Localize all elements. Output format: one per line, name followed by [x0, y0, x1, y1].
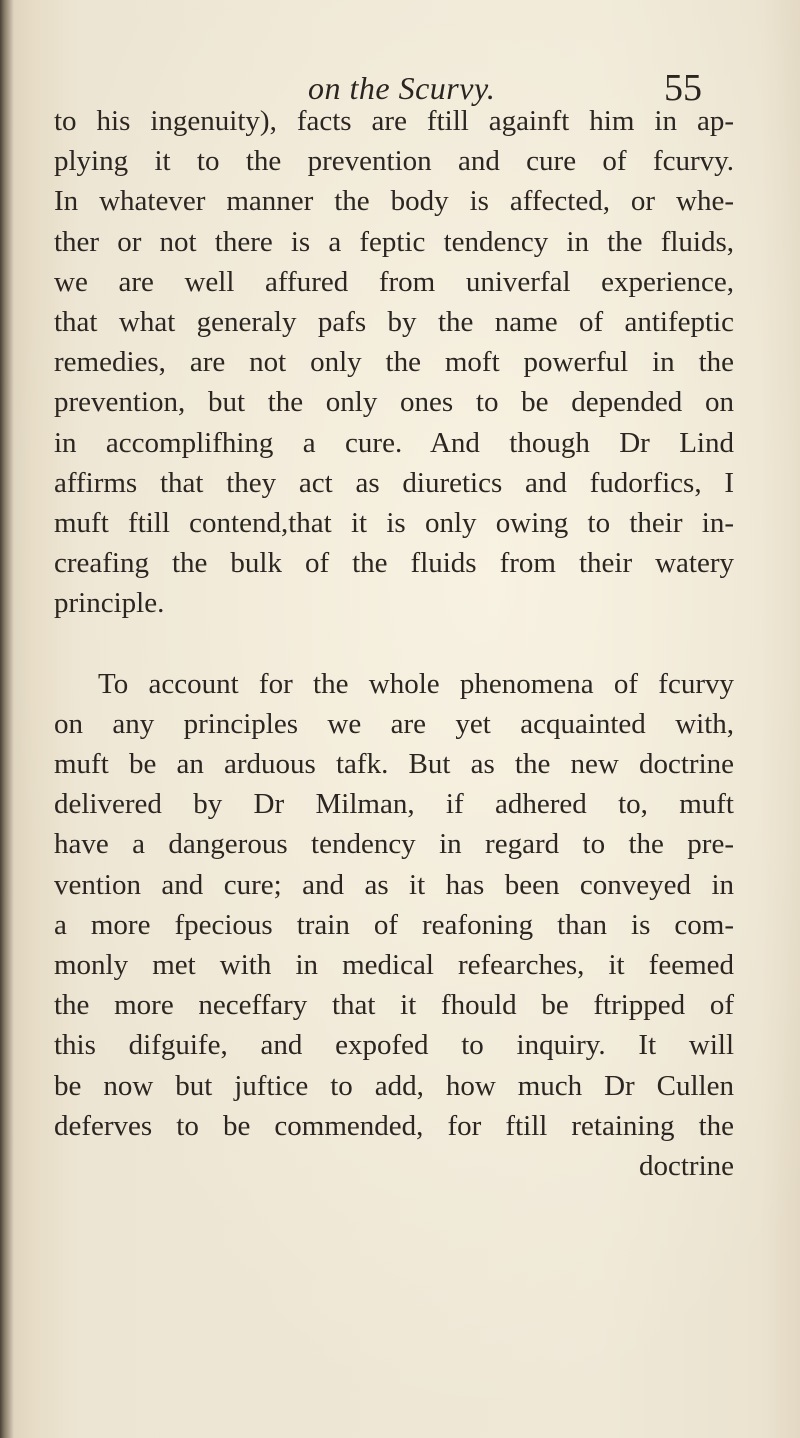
text-line: in accomplifhing a cure. And though Dr Lind: [54, 426, 734, 459]
text-line: In whatever manner the body is affected, or whe-: [54, 185, 734, 218]
text-line: a more fpecious train of reafoning than is com-: [54, 908, 734, 941]
text-line: that what generaly pafs by the name of antifeptic: [54, 305, 734, 338]
text-line: the more neceffary that it fhould be ftripped of: [54, 989, 734, 1022]
text-line: we are well affured from univerfal experience,: [54, 265, 734, 298]
text-line: monly met with in medical refearches, it feemed: [54, 948, 734, 981]
text-line: vention and cure; and as it has been conveyed in: [54, 868, 734, 901]
binding-gutter-shadow: [0, 0, 14, 1438]
text-line: muft ftill contend,that it is only owing to their in-: [54, 506, 734, 539]
text-line: on any principles we are yet acquainted with,: [54, 707, 734, 740]
text-line: this difguife, and expofed to inquiry. It will: [54, 1029, 734, 1062]
catchword: doctrine: [638, 1149, 734, 1182]
text-line: remedies, are not only the moft powerful in the: [54, 346, 734, 379]
text-line: deferves to be commended, for ftill retaining the: [54, 1109, 734, 1142]
text-line: creafing the bulk of the fluids from their watery: [54, 547, 734, 580]
paragraph-gap: [54, 623, 734, 663]
text-line: to his ingenuity), facts are ftill againft him in ap-: [54, 105, 734, 137]
text-line: have a dangerous tendency in regard to the pre-: [54, 828, 734, 861]
text-line: plying it to the prevention and cure of fcurvy.: [54, 145, 734, 178]
text-line: principle.: [54, 587, 165, 620]
text-line: muft be an arduous tafk. But as the new doctrine: [54, 748, 734, 780]
text-line: delivered by Dr Milman, if adhered to, muft: [54, 788, 734, 821]
page-number: 55: [664, 67, 702, 109]
text-line: ther or not there is a feptic tendency in the fluids,: [54, 225, 734, 258]
text-line: affirms that they act as diuretics and fudorfics, I: [54, 466, 734, 499]
text-line: be now but juftice to add, how much Dr Cullen: [54, 1069, 734, 1102]
running-title: on the Scurvy.: [308, 70, 496, 106]
text-line: To account for the whole phenomena of fcurvy: [98, 667, 734, 700]
body-text: [54, 101, 734, 1186]
text-line: prevention, but the only ones to be depended on: [54, 386, 734, 419]
